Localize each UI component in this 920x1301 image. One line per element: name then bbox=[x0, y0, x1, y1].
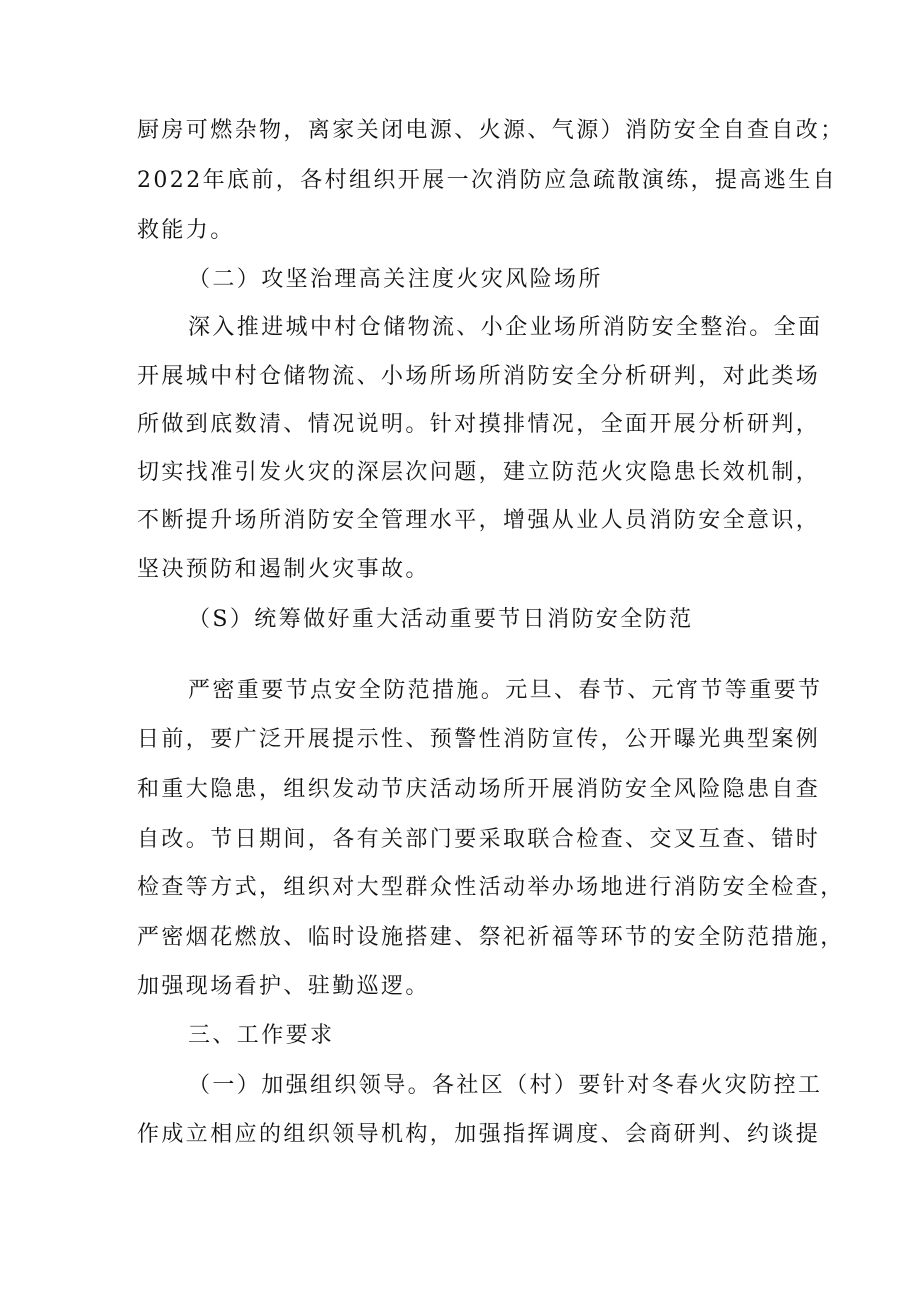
paragraph-line-14: 检查等方式，组织对大型群众性活动举办场地进行消防安全检查， bbox=[137, 875, 845, 900]
paragraph-line-8: 不断提升场所消防安全管理水平，增强从业人员消防安全意识， bbox=[137, 508, 821, 533]
paragraph-line-11: 日前，要广泛开展提示性、预警性消防宣传，公开曝光典型案例 bbox=[137, 727, 821, 752]
paragraph-line-10: 严密重要节点安全防范措施。元旦、春节、元宵节等重要节 bbox=[188, 678, 823, 703]
paragraph-line-7: 切实找准引发火灾的深层次问题，建立防范火灾隐患长效机制， bbox=[137, 460, 821, 485]
section-heading-3: （S）统筹做好重大活动重要节日消防安全防范 bbox=[188, 607, 694, 632]
paragraph-line-17: （一）加强组织领导。各社区（村）要针对冬春火灾防控工 bbox=[188, 1073, 823, 1098]
paragraph-line-6: 所做到底数清、情况说明。针对摸排情况，全面开展分析研判， bbox=[137, 412, 821, 437]
paragraph-line-15: 严密烟花燃放、临时设施搭建、祭祀祈福等环节的安全防范措施， bbox=[137, 925, 845, 950]
paragraph-line-3: 救能力。 bbox=[137, 218, 235, 243]
paragraph-line-4: 深入推进城中村仓储物流、小企业场所消防安全整治。全面 bbox=[188, 315, 823, 340]
paragraph-line-16: 加强现场看护、驻勤巡逻。 bbox=[137, 974, 430, 999]
paragraph-line-12: 和重大隐患，组织发动节庆活动场所开展消防安全风险隐患自查 bbox=[137, 777, 821, 802]
paragraph-line-13: 自改。节日期间，各有关部门要采取联合检查、交叉互查、错时 bbox=[137, 827, 821, 852]
paragraph-line-18: 作成立相应的组织领导机构，加强指挥调度、会商研判、约谈提 bbox=[137, 1122, 821, 1147]
paragraph-line-5: 开展城中村仓储物流、小场所场所消防安全分析研判，对此类场 bbox=[137, 364, 821, 389]
section-heading-2: （二）攻坚治理高关注度火灾风险场所 bbox=[188, 267, 603, 292]
paragraph-line-1: 厨房可燃杂物，离家关闭电源、火源、气源）消防安全自查自改； bbox=[137, 118, 845, 143]
paragraph-line-9: 坚决预防和遏制火灾事故。 bbox=[137, 557, 430, 582]
section-heading-work-requirements: 三、工作要求 bbox=[188, 1023, 335, 1048]
paragraph-line-2: 2022年底前，各村组织开展一次消防应急疏散演练，提高逃生自 bbox=[137, 168, 837, 193]
